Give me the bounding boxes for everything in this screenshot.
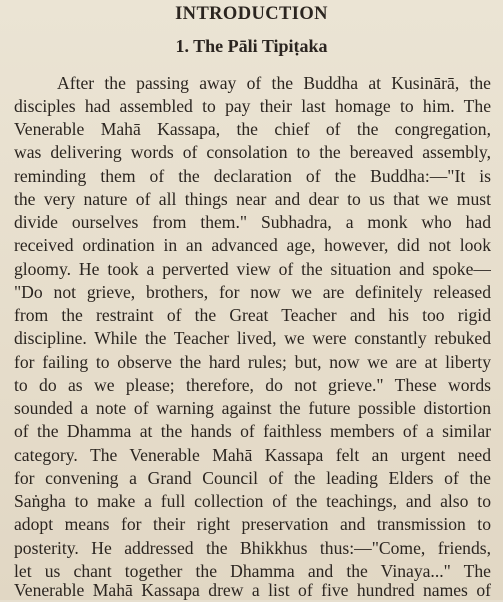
text-line: "Do not grieve, brothers, for now we are definitely released (14, 282, 491, 302)
text-line: divide ourselves from them." Subhadra, a monk who had (14, 212, 491, 232)
text-line: was delivering words of consolation to the bereaved assembly, (14, 142, 491, 162)
text-line: for convening a Grand Council of the leading Elders of the (14, 468, 491, 488)
text-line: reminding them of the declaration of the Buddha:—"It is (14, 166, 491, 186)
text-line: from the restraint of the Great Teacher and his too rigid (14, 305, 491, 325)
text-line: sounded a note of warning against the future possible distortion (14, 398, 491, 418)
text-line: received ordination in an advanced age, however, did not look (14, 235, 491, 255)
text-line: Venerable Mahā Kassapa drew a list of five hundred names of (14, 580, 491, 600)
page-title: INTRODUCTION (175, 4, 328, 24)
text-line: Saṅgha to make a full collection of the teachings, and also to (14, 491, 491, 511)
text-line: posterity. He addressed the Bhikkhus thus:—"Come, friends, (14, 538, 491, 558)
text-line: to do as we please; therefore, do not grieve." These words (14, 375, 491, 395)
text-line: discipline. While the Teacher lived, we were constantly rebuked (14, 328, 491, 348)
text-line: of the Dhamma at the hands of faithless members of a similar (14, 421, 491, 441)
text-line: let us chant together the Dhamma and the Vinaya..." The (14, 561, 491, 581)
text-line: category. The Venerable Mahā Kassapa felt an urgent need (14, 445, 491, 465)
text-line: disciples had assembled to pay their last homage to him. The (14, 96, 491, 116)
text-line: Venerable Mahā Kassapa, the chief of the congregation, (14, 119, 491, 139)
text-line: for failing to observe the hard rules; but, now we are at liberty (14, 352, 491, 372)
text-line: the very nature of all things near and dear to us that we must (14, 189, 491, 209)
text-line: After the passing away of the Buddha at Kusinārā, the (57, 73, 491, 93)
text-line: adopt means for their right preservation and transmission to (14, 514, 491, 534)
section-heading: 1. The Pāli Tipiṭaka (175, 36, 328, 56)
text-line: gloomy. He took a perverted view of the situation and spoke— (14, 259, 491, 279)
